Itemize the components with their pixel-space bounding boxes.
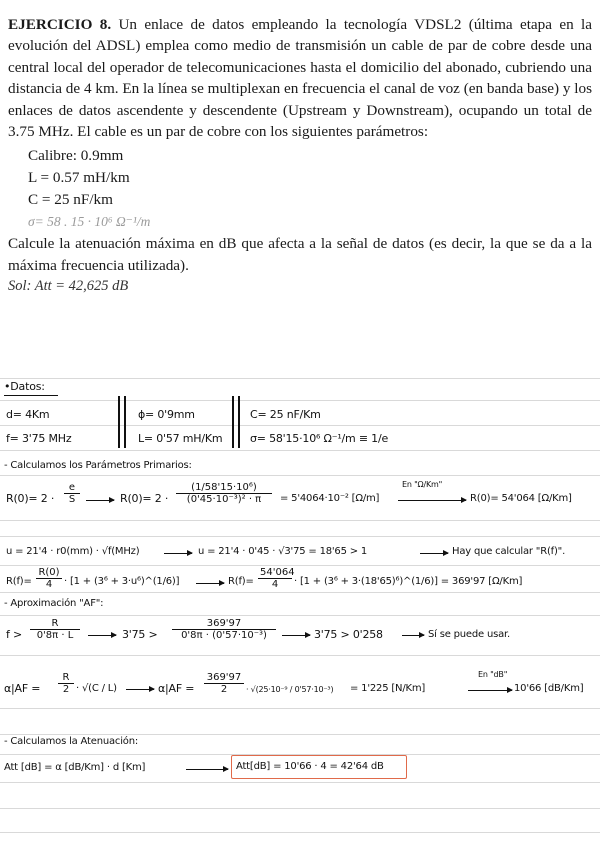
rule-line [0, 400, 600, 401]
alpha-fraction [58, 672, 74, 695]
alpha-formula-left: α|AF = [4, 682, 41, 695]
alpha-formula-mid: α|AF = [158, 682, 195, 695]
rule-line [0, 475, 600, 476]
r0-conversion-label: En "Ω/Km" [402, 480, 443, 489]
af-condition: f > [6, 628, 22, 641]
datos-diameter: ϕ= 0'9mm [138, 408, 195, 421]
arrow [196, 583, 224, 584]
af-comparison: 3'75 > 0'258 [314, 628, 383, 641]
param-inductance: L = 0.57 mH/km [28, 169, 130, 187]
datos-capacitance: C= 25 nF/Km [250, 408, 321, 421]
rf-formula-left: R(f)= [6, 576, 32, 587]
datos-heading: •Datos: [4, 380, 45, 393]
divider-bar [238, 396, 240, 448]
r0-value: = 5'4064·10⁻² [Ω/m] [280, 493, 380, 504]
r0-frac2-numerator: (1/58'15·10⁶) [176, 482, 272, 494]
rf-result: · [1 + (3⁶ + 3·(18'65)⁶)^(1/6)] = 369'97 [Ω/Km] [294, 576, 523, 587]
alpha-fraction-numeric [204, 672, 244, 695]
u-result: Hay que calcular "R(f)". [452, 546, 566, 557]
datos-conductivity: σ= 58'15·10⁶ Ω⁻¹/m ≡ 1/e [250, 432, 389, 445]
r0-frac-denominator: S [68, 494, 76, 505]
param-conductivity: σ= 58 . 15 · 10⁶ Ω⁻¹/m [28, 214, 151, 230]
alpha-frac-denominator: 2 [62, 684, 70, 695]
statement-body: Un enlace de datos empleando la tecnología VDSL2 (última etapa en la evolución del ADSL) emplea como medio de transmisión un cable de par de cobre desde una central local del operador de telecomunicaciones hasta el domicilio del abonado, cubriendo una distancia de 4 km. En la línea se multiplexan en frecuencia el canal de voz (en banda base) y los enlaces de datos ascendente y descendente (Upstream y Downstream), ocupando un total de 3.75 MHz. El cable es un par de cobre con los siguientes parámetros: [8, 16, 592, 141]
rule-line [0, 425, 600, 426]
arrow [186, 769, 228, 770]
arrow [126, 689, 154, 690]
att-formula: Att [dB] = α [dB/Km] · d [Km] [4, 762, 146, 773]
arrow [468, 690, 512, 691]
problem-statement [8, 14, 592, 142]
alpha-frac2-denominator: 2 [220, 684, 228, 695]
rf-frac-numerator: R(0) [36, 567, 62, 579]
af-frac-denominator: 0'8π · L [36, 630, 74, 641]
rule-line [0, 615, 600, 616]
alpha-result: 10'66 [dB/Km] [514, 683, 584, 694]
rule-line [0, 565, 600, 566]
datos-underline [4, 395, 58, 396]
r0-fraction-numeric [176, 482, 272, 505]
af-heading: - Aproximación "AF": [4, 598, 104, 609]
alpha-conversion-label: En "dB" [478, 670, 508, 679]
param-calibre: Calibre: 0.9mm [28, 147, 124, 165]
rf-formula-mid: R(f)= [228, 576, 254, 587]
rule-line [0, 782, 600, 783]
rf-fraction [36, 567, 62, 590]
alpha-value: = 1'225 [N/Km] [350, 683, 426, 694]
alpha-frac2-numerator: 369'97 [204, 672, 244, 684]
atenuacion-heading: - Calculamos la Atenuación: [4, 736, 138, 747]
rule-line [0, 536, 600, 537]
r0-fraction [64, 482, 80, 505]
primarios-heading: - Calculamos los Parámetros Primarios: [4, 460, 192, 471]
param-capacitance: C = 25 nF/km [28, 191, 113, 209]
problem-text [8, 14, 592, 298]
rf-frac2-numerator: 54'064 [260, 567, 295, 578]
alpha-frac-numerator: R [58, 672, 74, 684]
rule-line [0, 450, 600, 451]
datos-distance: d= 4Km [6, 408, 50, 421]
solution-text: Sol: Att = 42,625 dB [8, 278, 129, 295]
r0-formula-left: R(0)= 2 · [6, 492, 55, 505]
r0-frac-numerator: e [64, 482, 80, 494]
rule-line [0, 592, 600, 593]
arrow [420, 553, 448, 554]
r0-frac2-denominator: (0'45·10⁻³)² · π [186, 494, 262, 505]
af-fraction [30, 618, 80, 641]
handwritten-notes [0, 370, 600, 848]
divider-bar [118, 396, 120, 448]
question-text: Calcule la atenuación máxima en dB que afecta a la señal de datos (es decir, la que se da a la máxima frecuencia utilizada). [8, 235, 592, 274]
r0-formula-mid: R(0)= 2 · [120, 492, 169, 505]
rule-line [0, 655, 600, 656]
rule-line [0, 734, 600, 735]
arrow [86, 500, 114, 501]
rule-line [0, 808, 600, 809]
arrow [282, 635, 310, 636]
rule-line [0, 520, 600, 521]
arrow [398, 500, 466, 501]
u-formula: u = 21'4 · r0(mm) · √f(MHz) [6, 546, 140, 557]
rf-frac-denominator: 4 [45, 579, 53, 590]
arrow [402, 635, 424, 636]
af-conclusion: Sí se puede usar. [428, 629, 511, 640]
rule-line [0, 832, 600, 833]
arrow [164, 553, 192, 554]
af-condition-mid: 3'75 > [122, 628, 158, 641]
rule-line [0, 708, 600, 709]
rule-line [0, 378, 600, 379]
parameter-list [28, 145, 592, 233]
af-frac-numerator: R [30, 618, 80, 630]
alpha-sqrt: · √(C / L) [76, 683, 117, 694]
exercise-title: EJERCICIO 8. [8, 16, 112, 33]
af-frac2-denominator: 0'8π · (0'57·10⁻³) [181, 630, 267, 641]
divider-bar [232, 396, 234, 448]
alpha-sqrt-numeric: · √(25·10⁻⁹ / 0'57·10⁻³) [246, 685, 334, 694]
r0-result: R(0)= 54'064 [Ω/Km] [470, 493, 572, 504]
datos-frequency: f= 3'75 MHz [6, 432, 72, 445]
rf-bracket: · [1 + (3⁶ + 3·u⁶)^(1/6)] [64, 576, 180, 587]
af-fraction-numeric [172, 618, 276, 641]
datos-inductance: L= 0'57 mH/Km [138, 432, 223, 445]
arrow [88, 635, 116, 636]
rf-frac2-denominator: 4 [271, 579, 279, 590]
u-calculation: u = 21'4 · 0'45 · √3'75 = 18'65 > 1 [198, 546, 368, 557]
af-frac2-numerator: 369'97 [172, 618, 276, 630]
divider-bar [124, 396, 126, 448]
rf-fraction-numeric [258, 567, 295, 590]
final-result: Att[dB] = 10'66 · 4 = 42'64 dB [236, 761, 384, 772]
